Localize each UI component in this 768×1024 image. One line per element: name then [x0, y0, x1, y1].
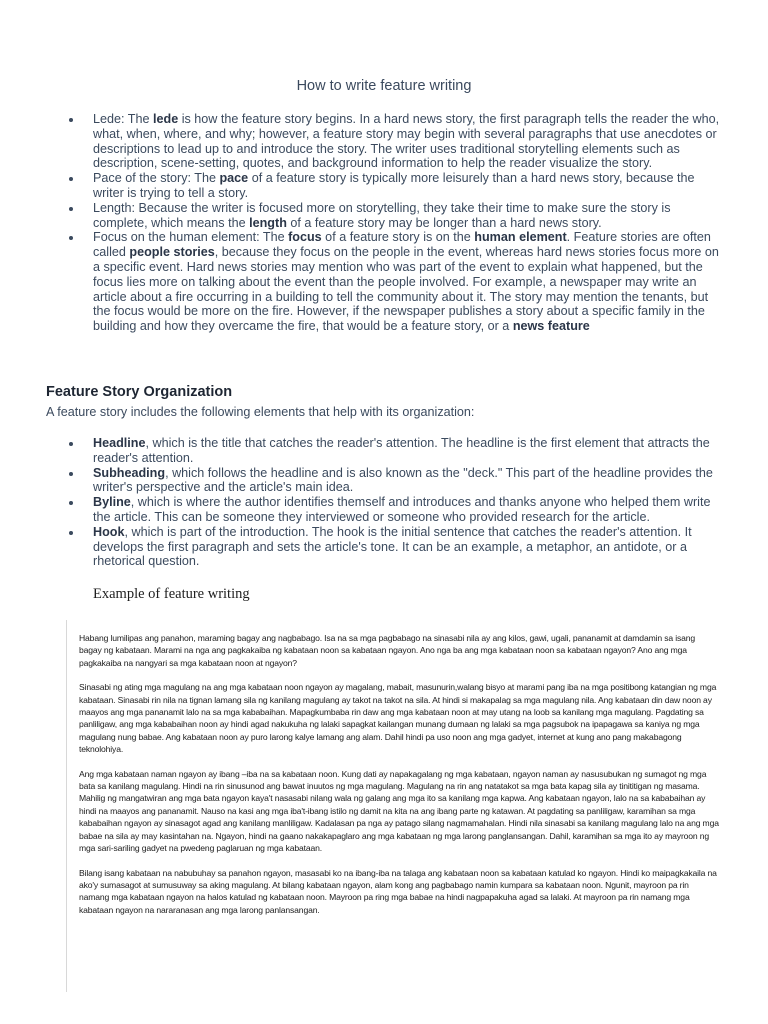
example-heading: Example of feature writing: [93, 586, 250, 602]
example-paragraph: Sinasabi ng ating mga magulang na ang mga kabataan noon ngayon ay magalang, mabait, masunurin,walang bisyo at marami pang iba na mga positibong katangian ng mga kabataan. Sinasabi rin nila na tignan lamang sila ng kanilang magulang ay takot na takot na sila. At hindi si makapalag sa mga magulang nila. Ang kabataan din daw noon ay maayos ang mga pananamit lalo na sa mga kababaihan. Mapagkumbaba rin daw ang mga kabataan noon at may utang na loob sa kanilang mga magulang. Pagdating sa panliligaw, ang mga kababaihan noon ay hindi agad nakukuha ng lalaki sapagkat kailangan munang dumaan ng lalaki sa mga pagsubok na ipapagawa sa kaniya ng mga magulang nung babae. Ang kabataan noon ay puro larong kalye lamang ang alam. Dahil hindi pa uso noon ang mga gadyet, internet at kung ano pang makabagong teknolohiya.: [79, 682, 717, 755]
organization-elements-list: [93, 436, 723, 569]
feature-characteristics-list: [93, 112, 723, 334]
example-paragraph: Bilang isang kabataan na nabubuhay sa panahon ngayon, masasabi ko na ibang-iba na talaga ang kabataan noon sa kabataan katulad ko ngayon. Hindi ko maipagkakaila na ako'y sumasagot at sumusuway sa aking magulang. At bilang kabataan ngayon, alam kong ang pagbabago namin kumpara sa kabataan noon. Ngunit, mayroon pa rin namang mga kabataan ngayon na halos katulad ng kabataan noon. Mayroon pa ring mga babae na hindi nagpapakuha agad sa lalaki. At mayroon pa rin namang mga kabataan ngayon na nararanasan ang mga larong panlansangan.: [79, 867, 717, 915]
list-item: Byline, which is where the author identifies themself and introduces and thanks anyone who helped them write the article. This can be someone they interviewed or someone who provided research for the article.: [93, 495, 723, 525]
section-heading: Feature Story Organization: [46, 384, 233, 400]
example-paragraph: Habang lumilipas ang panahon, maraming bagay ang nagbabago. Isa na sa mga pagbabago na sinasabi nila ay ang kilos, gawi, ugali, pananamit at damdamin sa isang bagay ng kabataan. Marami na nga ang pagkakaiba ng kabataan noon sa kabataan ngayon. Ano nga ba ang mga kabataan noon sa kabataan ngayon? Ano ang mga pagkakaiba na nangyari sa mga kabataan noon at ngayon?: [79, 633, 696, 668]
example-text: [79, 632, 719, 928]
example-paragraph: Ang mga kabataan naman ngayon ay ibang –iba na sa kabataan noon. Kung dati ay napakagalang ng mga kabataan, ngayon naman ay nasusubukan ng sumagot ng mga bata sa kanilang magulang. Hindi na rin sinusunod ang bawat inuutos ng mga magulang. Magulang na rin ang natatakot sa mga bata kapag sila ay tinititigan ng masama. Mahilig ng mangatwiran ang mga bata ngayon kaya't nasasabi nilang wala ng galang ang mga ito sa kanilang mga kapwa. Ang kabataan ngayon, lalo na sa kababaihan ay hindi na maayos ang pananamit. Nauso na kasi ang mga iba't-ibang istilo ng damit na kita na ang ibang parte ng katawan. At pagdating sa panliligaw, karamihan sa mga kababaihan ngayon ay sinasagot agad ang kanilang manliligaw. Kadalasan pa nga ay patago silang nagmamahalan. Hindi nila sinasabi sa kanilang magulang lalo na ang mga babae na sila ay may kasintahan na. Ngayon, hindi na gaano nakakapaglaro ang mga kabataan ng mga larong panglansangan. Dahil, karamihan sa mga ito ay mayroon ng mga sari-sariling gadyet na pwedeng paglaruan ng mga kabataan.: [79, 768, 719, 854]
list-item: Lede: The lede is how the feature story begins. In a hard news story, the first paragraph tells the reader the who, what, when, where, and why; however, a feature story may begin with several paragraphs that use anecdotes or descriptions to lead up to and introduce the story. The writer uses traditional storytelling elements such as description, scene-setting, quotes, and background information to help the reader visualize the story.: [93, 112, 723, 171]
list-item: Focus on the human element: The focus of a feature story is on the human element. Feature stories are often called people stories, because they focus on the people in the event, whereas hard news stories focus more on a specific event. Hard news stories may mention who was part of the event to explain what happened, but the focus lies more on talking about the event than the people involved. For example, a newspaper may write an article about a fire occurring in a building to tell the community about it. The story may mention the tenants, but the focus would be more on the fire. However, if the newspaper publishes a story about a specific family in the building and how they overcame the fire, that would be a feature story, or a news feature: [93, 230, 723, 334]
list-item: Subheading, which follows the headline and is also known as the "deck." This part of the headline provides the writer's perspective and the article's main idea.: [93, 466, 723, 496]
list-item: Headline, which is the title that catches the reader's attention. The headline is the first element that attracts the reader's attention.: [93, 436, 723, 466]
page-title: How to write feature writing: [296, 78, 472, 94]
list-item: Length: Because the writer is focused more on storytelling, they take their time to make sure the story is complete, which means the length of a feature story may be longer than a hard news story.: [93, 201, 723, 231]
section-intro: A feature story includes the following elements that help with its organization:: [46, 405, 475, 419]
list-item: Pace of the story: The pace of a feature story is typically more leisurely than a hard news story, because the writer is trying to tell a story.: [93, 171, 723, 201]
list-item: Hook, which is part of the introduction. The hook is the initial sentence that catches the reader's attention. It develops the first paragraph and sets the article's tone. It can be an example, a metaphor, an antidote, or a rhetorical question.: [93, 525, 723, 569]
example-text-image: [66, 620, 727, 992]
